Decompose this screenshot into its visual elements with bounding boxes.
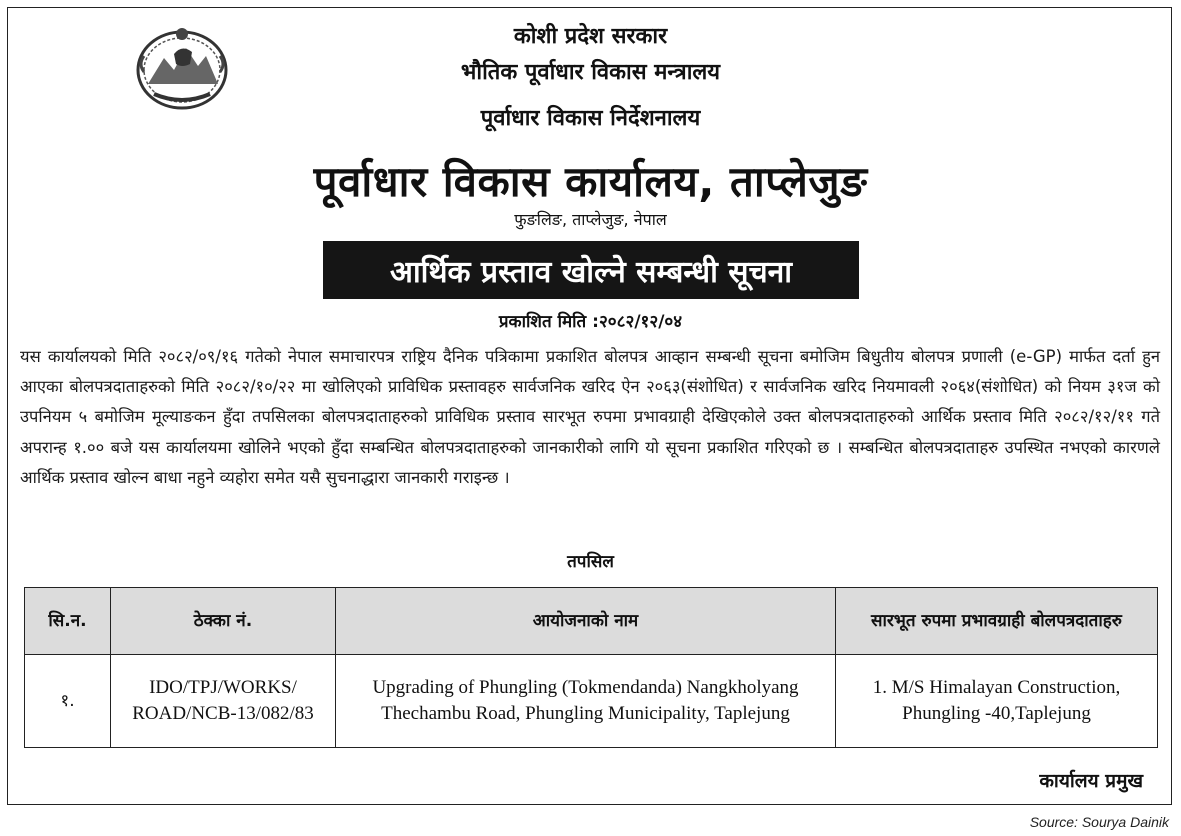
cell-bidder: 1. M/S Himalayan Construction, Phungling -40,Taplejung bbox=[836, 655, 1158, 748]
col-header-sn: सि.न. bbox=[25, 588, 111, 655]
bidders-table bbox=[24, 587, 1158, 748]
office-address: फुङलिङ, ताप्लेजुङ, नेपाल bbox=[514, 210, 667, 229]
office-name: पूर्वाधार विकास कार्यालय, ताप्लेजुङ bbox=[313, 157, 868, 206]
table-row bbox=[25, 655, 1158, 748]
col-header-contract: ठेक्का नं. bbox=[111, 588, 336, 655]
published-date: प्रकाशित मिति :२०८२/१२/०४ bbox=[498, 312, 683, 332]
col-header-project: आयोजनाको नाम bbox=[336, 588, 836, 655]
source-credit: Source: Sourya Dainik bbox=[1029, 814, 1169, 830]
signature-office-chief: कार्यालय प्रमुख bbox=[1039, 770, 1143, 792]
cell-contract-no: IDO/TPJ/WORKS/ ROAD/NCB-13/082/83 bbox=[111, 655, 336, 748]
notice-body: यस कार्यालयको मिति २०८२/०९/१६ गतेको नेपाल समाचारपत्र राष्ट्रिय दैनिक पत्रिकामा प्रकाशित बोलपत्र आव्हान सम्बन्धी सूचना बमोजिम बिधुतीय बोलपत्र प्रणाली (e-GP) मार्फत दर्ता हुन आएका बोलपत्रदाताहरुको मिति २०८२/१०/२२ मा खोलिएको प्राविधिक प्रस्तावहरु सार्वजनिक खरिद ऐन २०६३(संशोधित) र सार्वजनिक खरिद नियमावली २०६४(संशोधित) को नियम ३१ज को उपनियम ५ बमोजिम मूल्याङकन हुँदा तपसिलका बोलपत्रदाताहरुको प्राविधिक प्रस्ताव सारभूत रुपमा प्रभावग्राही देखिएकोले उक्त बोलपत्रदाताहरुको आर्थिक प्रस्ताव मिति २०८२/१२/११ गते अपरान्ह १.०० बजे यस कार्यालयमा खोलिने भएको हुँदा सम्बन्धित बोलपत्रदाताहरुको जानकारीको लागि यो सूचना प्रकाशित गरिएको छ । सम्बन्धित बोलपत्रदाताहरु उपस्थित नभएको कारणले आर्थिक प्रस्ताव खोल्न बाधा नहुने व्यहोरा समेत यसै सुचनाद्धारा जानकारी गराइन्छ । bbox=[20, 347, 1160, 487]
cell-project: Upgrading of Phungling (Tokmendanda) Nangkholyang Thechambu Road, Phungling Municipality, Taplejung bbox=[336, 655, 836, 748]
province-government: कोशी प्रदेश सरकार bbox=[513, 24, 668, 49]
col-header-bidders: सारभूत रुपमा प्रभावग्राही बोलपत्रदाताहरु bbox=[836, 588, 1158, 655]
schedule-heading: तपसिल bbox=[567, 552, 614, 572]
table-header-row bbox=[25, 588, 1158, 655]
notice-title: आर्थिक प्रस्ताव खोल्ने सम्बन्धी सूचना bbox=[323, 241, 859, 299]
directorate-name: पूर्वाधार विकास निर्देशनालय bbox=[480, 106, 701, 131]
cell-sn: १. bbox=[25, 655, 111, 748]
ministry-name: भौतिक पूर्वाधार विकास मन्त्रालय bbox=[460, 60, 721, 85]
